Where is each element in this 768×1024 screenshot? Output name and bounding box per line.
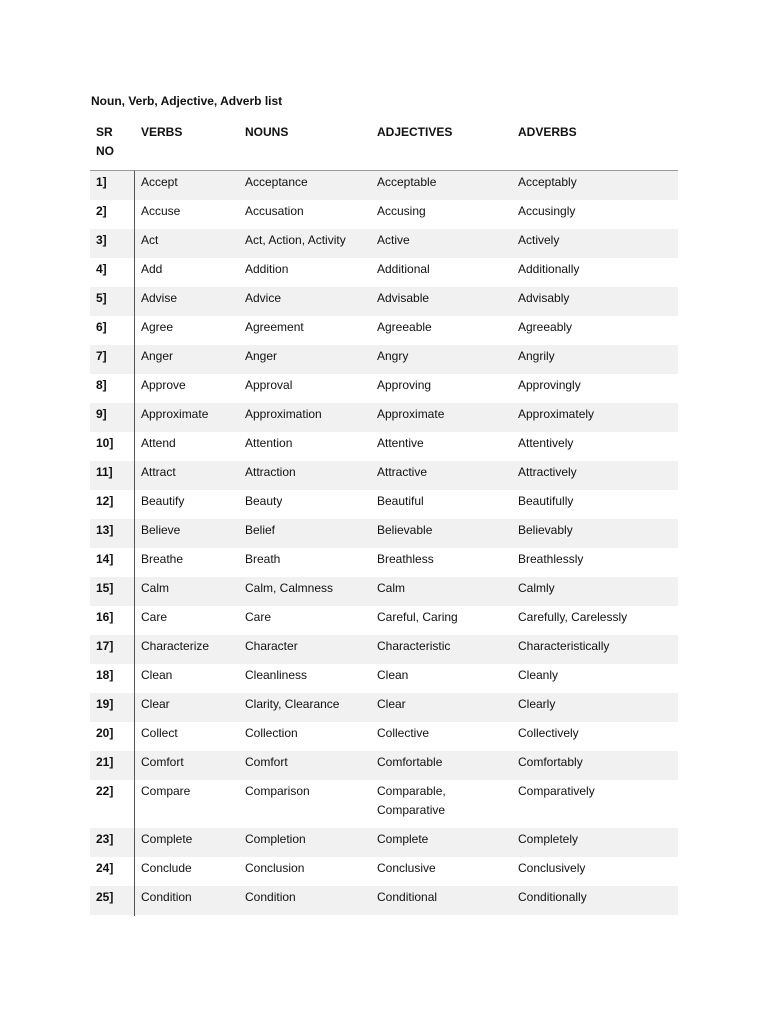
row-noun: Belief [245,523,276,537]
row-adverb: Conditionally [518,890,587,904]
row-adverb: Collectively [518,726,579,740]
row-adjective: Collective [377,726,430,740]
header-sr: SR [96,125,113,139]
row-adjective: Advisable [377,291,430,305]
table-row [90,519,678,548]
row-adverb: Attentively [518,436,574,450]
row-sr: 8] [96,378,107,392]
row-noun: Approval [245,378,293,392]
row-adjective: Comfortable [377,755,443,769]
row-adjective: Beautiful [377,494,424,508]
row-adjective: Angry [377,349,409,363]
row-verb: Agree [141,320,174,334]
row-verb: Comfort [141,755,184,769]
row-adjective: Approximate [377,407,445,421]
table-row [90,635,678,664]
row-noun: Agreement [245,320,304,334]
row-noun: Conclusion [245,861,305,875]
row-noun: Care [245,610,272,624]
table-row [90,886,678,915]
row-adjective: Acceptable [377,175,437,189]
row-sr: 2] [96,204,107,218]
row-adjective: Comparable, Comparative [377,784,446,817]
table-row [90,287,678,316]
table-row [90,229,678,258]
row-noun: Completion [245,832,306,846]
row-noun: Acceptance [245,175,308,189]
row-adverb: Accusingly [518,204,576,218]
row-sr: 5] [96,291,107,305]
table-row [90,374,678,403]
table-row [90,200,678,229]
page-title: Noun, Verb, Adjective, Adverb list [91,94,283,108]
row-adjective: Approving [377,378,432,392]
row-verb: Believe [141,523,181,537]
table-row [90,693,678,722]
row-sr: 12] [96,494,114,508]
table-row [90,722,678,751]
column-divider [134,171,135,916]
row-adverb: Conclusively [518,861,586,875]
row-adverb: Approximately [518,407,595,421]
row-adverb: Carefully, Carelessly [518,610,628,624]
row-verb: Anger [141,349,174,363]
row-noun: Cleanliness [245,668,308,682]
row-verb: Compare [141,784,191,798]
table-row [90,345,678,374]
table-row [90,606,678,635]
row-adjective: Conditional [377,890,438,904]
row-noun: Comparison [245,784,310,798]
row-verb: Approximate [141,407,209,421]
row-adverb: Angrily [518,349,555,363]
table-row [90,857,678,886]
row-noun: Breath [245,552,281,566]
row-noun: Addition [245,262,289,276]
row-noun: Attraction [245,465,296,479]
row-sr: 14] [96,552,114,566]
row-sr: 6] [96,320,107,334]
row-adjective: Breathless [377,552,434,566]
row-adverb: Cleanly [518,668,559,682]
row-sr: 9] [96,407,107,421]
row-verb: Approve [141,378,186,392]
table-row [90,432,678,461]
row-adverb: Acceptably [518,175,577,189]
row-sr: 17] [96,639,114,653]
table-row [90,258,678,287]
row-sr: 19] [96,697,114,711]
row-sr: 4] [96,262,107,276]
row-noun: Beauty [245,494,283,508]
row-verb: Add [141,262,163,276]
row-sr: 18] [96,668,114,682]
header-sr-no [96,123,114,161]
row-verb: Advise [141,291,178,305]
row-sr: 22] [96,784,114,798]
row-sr: 13] [96,523,114,537]
row-noun: Anger [245,349,278,363]
row-verb: Conclude [141,861,192,875]
row-verb: Accept [141,175,178,189]
row-adverb: Breathlessly [518,552,584,566]
row-noun: Accusation [245,204,304,218]
row-verb: Breathe [141,552,184,566]
row-verb: Calm [141,581,170,595]
row-sr: 24] [96,861,114,875]
row-adverb: Attractively [518,465,577,479]
header-adverbs: ADVERBS [518,125,577,139]
row-sr: 15] [96,581,114,595]
row-sr: 11] [96,465,113,479]
row-noun: Condition [245,890,296,904]
table-body [90,171,678,915]
row-adverb: Comparatively [518,784,595,798]
row-adjective: Agreeable [377,320,432,334]
row-sr: 25] [96,890,114,904]
header-no: NO [96,144,114,158]
row-verb: Accuse [141,204,181,218]
table-row [90,780,678,828]
row-verb: Care [141,610,168,624]
table-header [90,114,678,171]
row-verb: Collect [141,726,178,740]
table-row [90,461,678,490]
row-adverb: Approvingly [518,378,581,392]
word-table [90,114,678,915]
row-adverb: Characteristically [518,639,610,653]
row-adverb: Agreeably [518,320,573,334]
header-verbs: VERBS [141,125,183,139]
row-noun: Collection [245,726,298,740]
row-adjective: Believable [377,523,433,537]
row-adjective: Additional [377,262,430,276]
row-sr: 3] [96,233,107,247]
row-adverb: Beautifully [518,494,574,508]
row-adverb: Completely [518,832,579,846]
table-row [90,577,678,606]
row-adverb: Additionally [518,262,580,276]
row-adjective: Calm [377,581,406,595]
row-sr: 7] [96,349,107,363]
row-adjective: Complete [377,832,429,846]
table-row [90,751,678,780]
row-verb: Clear [141,697,170,711]
row-adjective: Conclusive [377,861,436,875]
row-adverb: Calmly [518,581,555,595]
table-row [90,548,678,577]
row-adjective: Characteristic [377,639,451,653]
row-verb: Complete [141,832,193,846]
row-adverb: Actively [518,233,560,247]
row-adjective: Accusing [377,204,426,218]
row-verb: Attend [141,436,176,450]
table-row [90,664,678,693]
table-row [90,828,678,857]
row-adjective: Clean [377,668,409,682]
row-noun: Comfort [245,755,288,769]
row-noun: Clarity, Clearance [245,697,340,711]
row-verb: Characterize [141,639,210,653]
table-row [90,316,678,345]
row-adjective: Clear [377,697,406,711]
row-adjective: Attractive [377,465,428,479]
row-verb: Beautify [141,494,185,508]
row-adjective: Attentive [377,436,424,450]
table-row [90,171,678,200]
row-adverb: Comfortably [518,755,583,769]
row-noun: Advice [245,291,282,305]
row-adverb: Clearly [518,697,556,711]
row-sr: 1] [96,175,107,189]
row-noun: Act, Action, Activity [245,233,346,247]
row-sr: 20] [96,726,114,740]
row-adjective: Careful, Caring [377,610,458,624]
row-adverb: Believably [518,523,573,537]
row-noun: Character [245,639,298,653]
table-row [90,403,678,432]
row-verb: Attract [141,465,176,479]
row-noun: Approximation [245,407,322,421]
row-adverb: Advisably [518,291,570,305]
row-sr: 23] [96,832,114,846]
row-adjective: Active [377,233,410,247]
table-row [90,490,678,519]
row-verb: Condition [141,890,192,904]
row-sr: 10] [96,436,114,450]
row-noun: Attention [245,436,293,450]
row-sr: 16] [96,610,114,624]
row-verb: Act [141,233,159,247]
header-adjectives: ADJECTIVES [377,125,453,139]
row-noun: Calm, Calmness [245,581,334,595]
header-nouns: NOUNS [245,125,289,139]
row-verb: Clean [141,668,173,682]
row-sr: 21] [96,755,114,769]
